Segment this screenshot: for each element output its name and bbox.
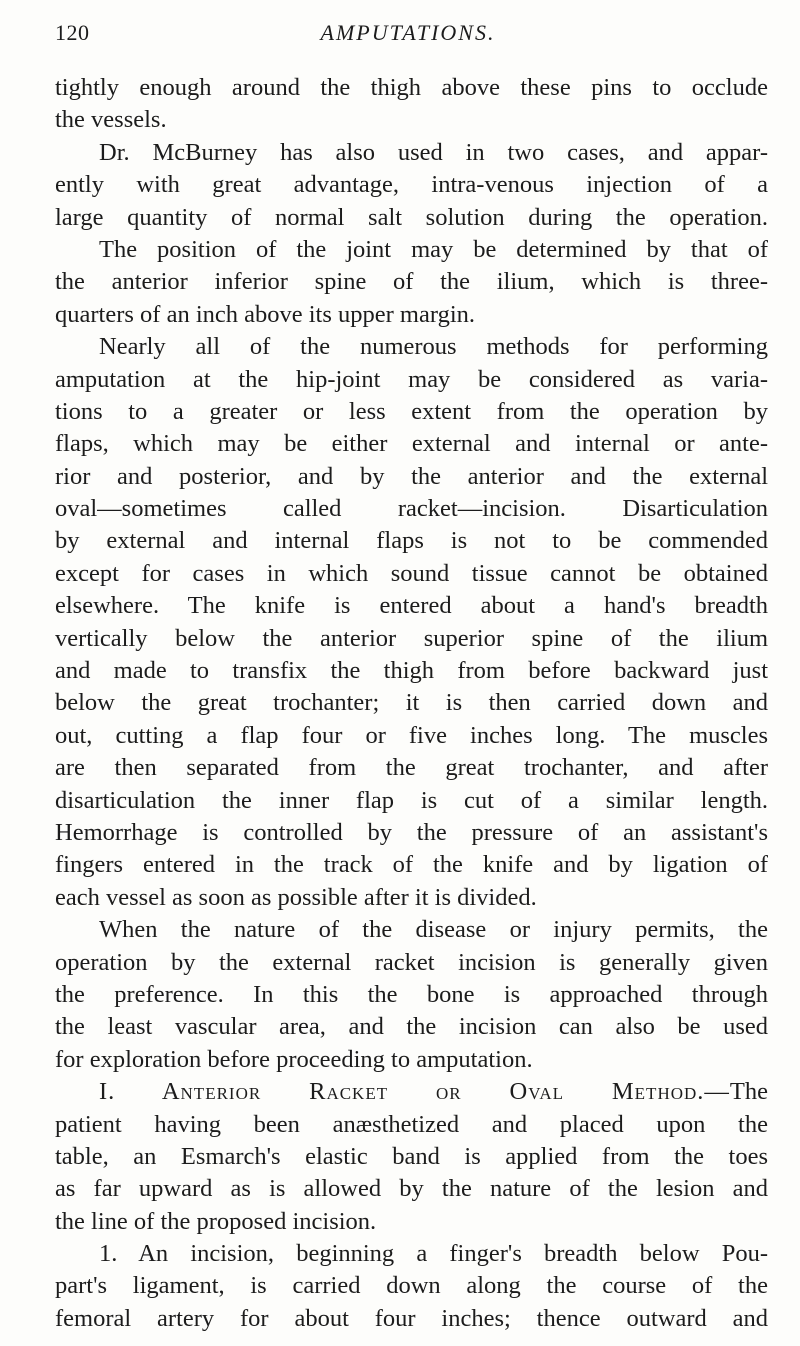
- text-line: except for cases in which sound tissue cannot be obtained: [55, 559, 768, 587]
- text-line: elsewhere. The knife is entered about a hand's breadth: [55, 592, 768, 620]
- text-line: tightly enough around the thigh above these pins to occlude: [55, 74, 768, 101]
- text-line: table, an Esmarch's elastic band is applied from the toes: [55, 1142, 768, 1170]
- text-line: by external and internal flaps is not to be commended: [55, 527, 768, 555]
- page-header: [48, 20, 768, 52]
- text-line: oval—sometimes called racket—incision. Disarticulation: [55, 495, 768, 523]
- text-line: femoral artery for about four inches; thence outward and: [55, 1304, 768, 1332]
- text-line: for exploration before proceeding to amputation.: [55, 1045, 533, 1073]
- text-line: large quantity of normal salt solution during the operation.: [55, 203, 768, 231]
- text-line: 1. An incision, beginning a finger's breadth below Pou-: [99, 1240, 768, 1268]
- section-heading: I. Anterior Racket or Oval Method.—: [99, 1078, 730, 1106]
- text-line: amputation at the hip-joint may be considered as varia-: [55, 365, 768, 393]
- body-text: [55, 72, 768, 1335]
- text-line: are then separated from the great trochanter, and after: [55, 754, 768, 782]
- text-line: ently with great advantage, intra-venous injection of a: [55, 171, 768, 199]
- text-line: part's ligament, is carried down along the course of the: [55, 1272, 768, 1300]
- text-line: fingers entered in the track of the knife and by ligation of: [55, 851, 768, 879]
- text-line: the least vascular area, and the incision can also be used: [55, 1013, 768, 1041]
- text-line: When the nature of the disease or injury permits, the: [99, 916, 768, 944]
- text-line: vertically below the anterior superior spine of the ilium: [55, 624, 768, 652]
- text-line: disarticulation the inner flap is cut of a similar length.: [55, 786, 768, 814]
- text-line: the preference. In this the bone is approached through: [55, 980, 768, 1008]
- text-line: rior and posterior, and by the anterior and the external: [55, 462, 768, 490]
- text-line: the anterior inferior spine of the ilium, which is three-: [55, 268, 768, 296]
- page-number: 120: [55, 20, 90, 45]
- text-line: Nearly all of the numerous methods for performing: [99, 333, 768, 361]
- text-line: tions to a greater or less extent from the operation by: [55, 397, 768, 425]
- text-line: the line of the proposed incision.: [55, 1207, 377, 1235]
- text-line: patient having been anæsthetized and placed upon the: [55, 1110, 768, 1138]
- text-run: The: [729, 1078, 768, 1106]
- text-line: out, cutting a flap four or five inches long. The muscles: [55, 721, 768, 749]
- text-line: and made to transfix the thigh from before backward just: [55, 657, 768, 685]
- section-heading-line: [55, 1076, 768, 1108]
- text-line: as far upward as is allowed by the nature of the lesion and: [55, 1175, 768, 1203]
- text-line: the vessels.: [55, 106, 167, 134]
- text-line: Dr. McBurney has also used in two cases, and appar-: [99, 138, 768, 166]
- text-line: below the great trochanter; it is then carried down and: [55, 689, 768, 717]
- text-line: operation by the external racket incision is generally given: [55, 948, 768, 976]
- text-line: Hemorrhage is controlled by the pressure of an assistant's: [55, 818, 768, 846]
- running-head: AMPUTATIONS.: [320, 20, 496, 45]
- text-line: quarters of an inch above its upper margin.: [55, 300, 476, 328]
- text-line: The position of the joint may be determined by that of: [99, 235, 768, 263]
- text-line: each vessel as soon as possible after it is divided.: [55, 883, 537, 911]
- text-line: flaps, which may be either external and internal or ante-: [55, 430, 768, 458]
